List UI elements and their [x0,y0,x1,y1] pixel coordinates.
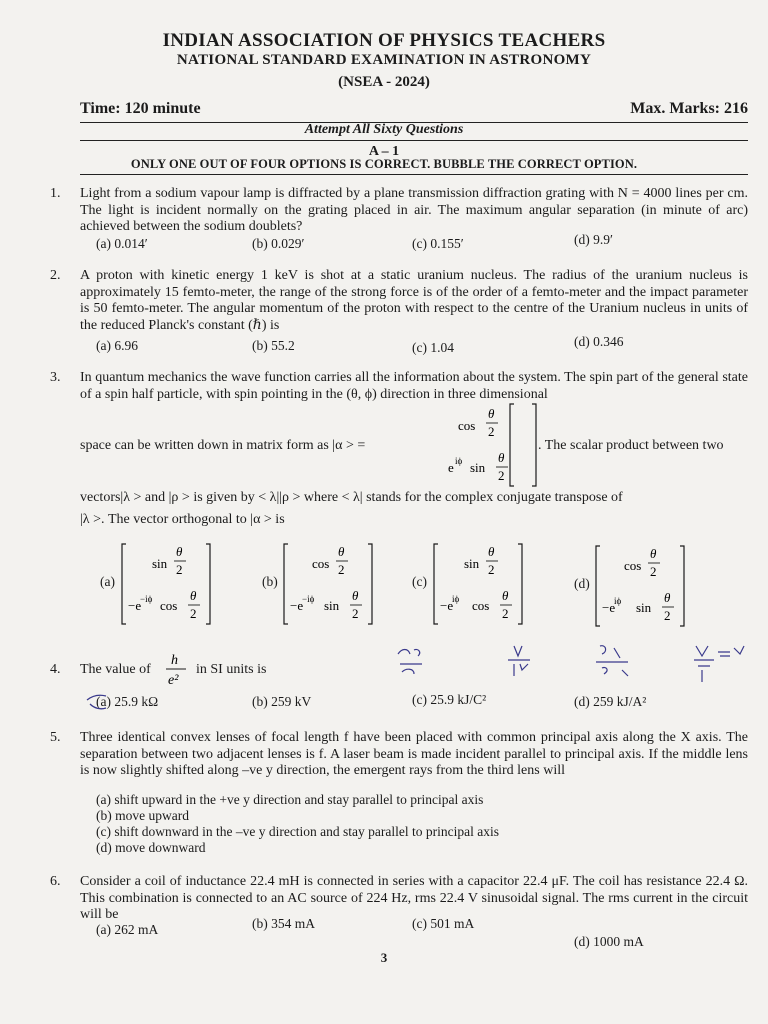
option-c: (c) 1.04 [412,340,454,355]
exp-power-label: iϕ [614,596,622,606]
two-label: 2 [664,608,671,623]
question-number: 3. [50,370,61,385]
exp-power-label: −iϕ [140,594,153,604]
option-b: (b) 354 mA [252,916,315,931]
option-a: (a) 0.014′ [96,236,148,251]
exp-power-label: iϕ [452,594,460,604]
option-b: (b) 259 kV [252,694,312,709]
two-label: 2 [502,606,509,621]
question-text: A proton with kinetic energy 1 keV is shot at a static uranium nucleus. The radius of the uranium nucleus is approximately 15 femto-meter, the range of the strong force is of the order of a femto-meter and the impact parameter is 50 femto-meter. The angular momentum of the proton with respect to the centre of the Uranium nucleus in units of the reduced Planck's constant (ℏ) is [80,268,748,333]
option-a: (a) shift upward in the +ve y direction and stay parallel to principal axis [96,792,484,807]
exam-code: (NSEA - 2024) [338,74,430,90]
exam-title: NATIONAL STANDARD EXAMINATION IN ASTRONOMY [176,52,592,68]
exp-label: −e [128,598,142,613]
cos-label: cos [160,598,178,613]
org-title: INDIAN ASSOCIATION OF PHYSICS TEACHERS [162,30,606,51]
question-number: 1. [50,186,61,201]
option-b-matrix [280,540,380,628]
pen-tick-mark [84,690,110,714]
marks-label: Max. Marks: 216 [630,100,748,117]
option-c: (c) 501 mA [412,916,475,931]
sin-label: sin [470,460,486,475]
exp-label: −e [290,598,304,613]
option-b: (b) 0.029′ [252,236,305,251]
cos-label: cos [458,418,476,433]
theta-label: θ [352,588,359,603]
theta-label: θ [176,544,183,559]
question-number: 2. [50,268,61,283]
theta-label: θ [664,590,671,605]
option-a-matrix [118,540,218,628]
two-label: 2 [176,562,183,577]
handwritten-notes [396,640,746,690]
theta-label: θ [338,544,345,559]
attempt-label: Attempt All Sixty Questions [304,122,464,137]
fraction-numerator: h [171,653,178,668]
option-c: (c) 25.9 kJ/C² [412,692,487,707]
cos-label: cos [624,558,642,573]
h-over-e2-fraction [164,650,188,690]
question-text-continued: space can be written down in matrix form as |α > = [80,438,366,453]
question-number: 6. [50,874,61,889]
cos-label: cos [472,598,490,613]
option-d: (d) 0.346 [574,334,624,349]
question-text-continued: |λ >. The vector orthogonal to |α > is [80,512,285,527]
question-text: Light from a sodium vapour lamp is diffracted by a plane transmission diffraction grating with N = 4000 lines per cm. The light is incident normally on the grating placed in air. The maximum angular separation (in minute of arc) achieved between the sodium doublets? [80,186,748,234]
option-b: (b) 55.2 [252,338,295,353]
option-c-matrix [430,540,530,628]
question-text-continued: in SI units is [196,662,267,677]
option-c: (c) 0.155′ [412,236,464,251]
fraction-denominator: e² [168,673,179,688]
option-a: (a) [100,574,115,589]
divider-mid [80,140,748,141]
sin-label: sin [324,598,340,613]
theta-label: θ [488,406,495,421]
exp-label: −e [602,600,616,615]
option-c: (c) [412,574,427,589]
sin-label: sin [464,556,480,571]
option-b: (b) move upward [96,808,189,823]
option-d: (d) [574,576,590,591]
option-a: (a) 6.96 [96,338,138,353]
option-b: (b) [262,574,278,589]
theta-label: θ [502,588,509,603]
time-label: Time: 120 minute [80,100,201,117]
exp-power-label: −iϕ [302,594,315,604]
two-label: 2 [488,424,495,439]
exp-label: −e [440,598,454,613]
option-d-matrix [592,542,692,630]
theta-label: θ [190,588,197,603]
question-number: 5. [50,730,61,745]
question-text-continued: . The scalar product between two [538,438,724,453]
question-text: In quantum mechanics the wave function carries all the information about the system. The spin part of the general state of a spin half particle, with spin pointing in the (θ, ϕ) direction in three dimensional [80,370,748,402]
instruction-text: ONLY ONE OUT OF FOUR OPTIONS IS CORRECT. BUBBLE THE CORRECT OPTION. [130,157,638,171]
two-label: 2 [352,606,359,621]
question-text: Consider a coil of inductance 22.4 mH is connected in series with a capacitor 22.4 μF. The coil has resistance 22.4 Ω. This combination is connected to an AC source of 224 Hz, rms 22.4 V sinusoidal signal. The rms current in the circuit will be [80,874,748,922]
option-d: (d) 9.9′ [574,232,613,247]
theta-label: θ [498,450,505,465]
question-text: The value of [80,662,151,677]
question-text: Three identical convex lenses of focal length f have been placed with common principal axis along the X axis. The separation between two adjacent lenses is f. A laser beam is made incident parallel to principal axis. If the middle lens is now slightly shifted along –ve y direction, the emergent rays from the third lens will [80,730,748,778]
option-c: (c) shift downward in the –ve y direction and stay parallel to principal axis [96,824,500,839]
sin-label: sin [636,600,652,615]
theta-label: θ [488,544,495,559]
sin-label: sin [152,556,168,571]
option-a: (a) 25.9 kΩ [96,694,159,709]
page-number: 3 [380,950,388,965]
section-label: A – 1 [368,144,400,159]
exp-power-label: iϕ [455,456,463,466]
two-label: 2 [190,606,197,621]
option-d: (d) move downward [96,840,206,855]
option-a: (a) 262 mA [96,922,159,937]
alpha-matrix-entries [440,402,520,488]
exp-label: e [448,460,454,475]
question-number: 4. [50,662,61,677]
option-d: (d) 259 kJ/A² [574,694,647,709]
divider-bottom [80,174,748,175]
theta-label: θ [650,546,657,561]
two-label: 2 [498,468,505,483]
option-d: (d) 1000 mA [574,934,644,949]
two-label: 2 [338,562,345,577]
two-label: 2 [650,564,657,579]
question-text-continued: vectors|λ > and |ρ > is given by < λ||ρ > where < λ| stands for the complex conjugate transpose of [80,490,623,505]
cos-label: cos [312,556,330,571]
two-label: 2 [488,562,495,577]
